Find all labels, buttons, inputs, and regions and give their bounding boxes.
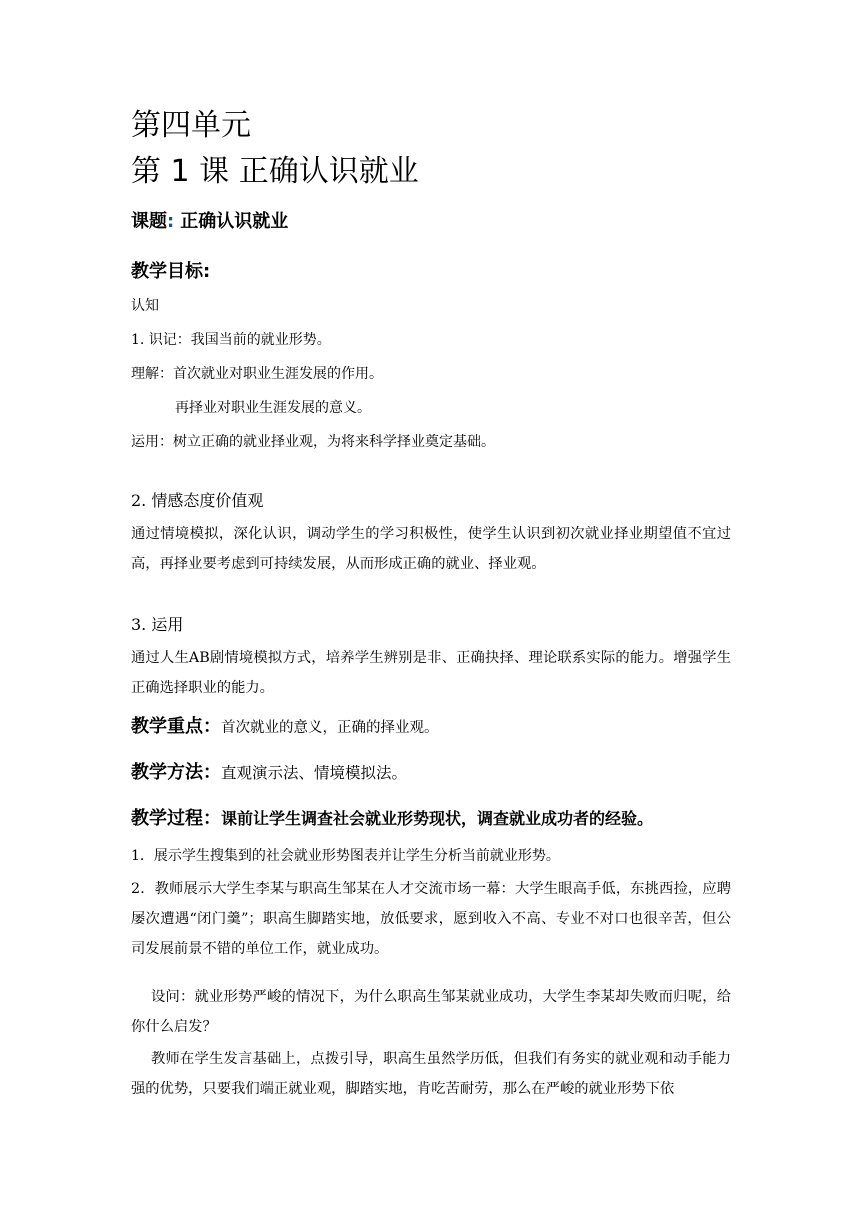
cognition-label: 认知 <box>131 298 159 314</box>
process-line <box>131 806 653 832</box>
unit-title: 第四单元 <box>131 108 251 143</box>
process-label: 教学过程： <box>131 808 221 829</box>
key-points-label: 教学重点： <box>131 716 221 737</box>
topic-line <box>131 210 288 234</box>
key-points-line <box>131 714 439 740</box>
emotion-heading: 2. 情感态度价值观 <box>131 491 264 510</box>
topic-colon: : <box>167 211 175 232</box>
emotion-text: 通过情境模拟，深化认识，调动学生的学习积极性，使学生认识到初次就业择业期望值不宜过高，再择业要考虑到可持续发展，从而形成正确的就业、择业观。 <box>131 526 731 572</box>
process-question: 设问：就业形势严峻的情况下，为什么职高生邹某就业成功，大学生李某却失败而归呢，给你什么启发？ <box>131 989 731 1035</box>
process-step-2: 2．教师展示大学生李某与职高生邹某在人才交流市场一幕：大学生眼高手低，东挑西捡，应聘屡次遭遇“闭门羹”；职高生脚踏实地，放低要求，愿到收入不高、专业不对口也很辛苦，但公司发展前景不错的单位工作，就业成功。 <box>131 881 731 957</box>
key-points-value: 首次就业的意义，正确的择业观。 <box>221 720 439 736</box>
application-text: 通过人生AB剧情境模拟方式，培养学生辨别是非、正确抉择、理论联系实际的能力。增强学生正确选择职业的能力。 <box>131 650 731 696</box>
process-value: 课前让学生调查社会就业形势现状，调查就业成功者的经验。 <box>221 809 654 828</box>
lesson-title: 第 1 课 正确认识就业 <box>131 154 419 189</box>
cognition-item-1: 1. 识记：我国当前的就业形势。 <box>131 332 331 348</box>
cognition-understand: 理解：首次就业对职业生涯发展的作用。 <box>131 366 383 382</box>
methods-value: 直观演示法、情境模拟法。 <box>221 764 408 782</box>
cognition-apply: 运用：树立正确的就业择业观，为将来科学择业奠定基础。 <box>131 434 495 450</box>
application-heading: 3. 运用 <box>131 615 184 634</box>
objectives-heading: 教学目标: <box>131 261 211 282</box>
process-guidance: 教师在学生发言基础上，点拨引导，职高生虽然学历低，但我们有务实的就业观和动手能力强的优势，只要我们端正就业观，脚踏实地，肯吃苦耐劳，那么在严峻的就业形势下依 <box>131 1051 731 1097</box>
topic-label: 课题 <box>131 211 167 232</box>
methods-label: 教学方法： <box>131 762 221 783</box>
topic-value: 正确认识就业 <box>180 211 289 232</box>
process-step-1: 1．展示学生搜集到的社会就业形势图表并让学生分析当前就业形势。 <box>131 848 560 864</box>
methods-line <box>131 760 407 786</box>
cognition-understand-2: 再择业对职业生涯发展的意义。 <box>175 400 371 416</box>
